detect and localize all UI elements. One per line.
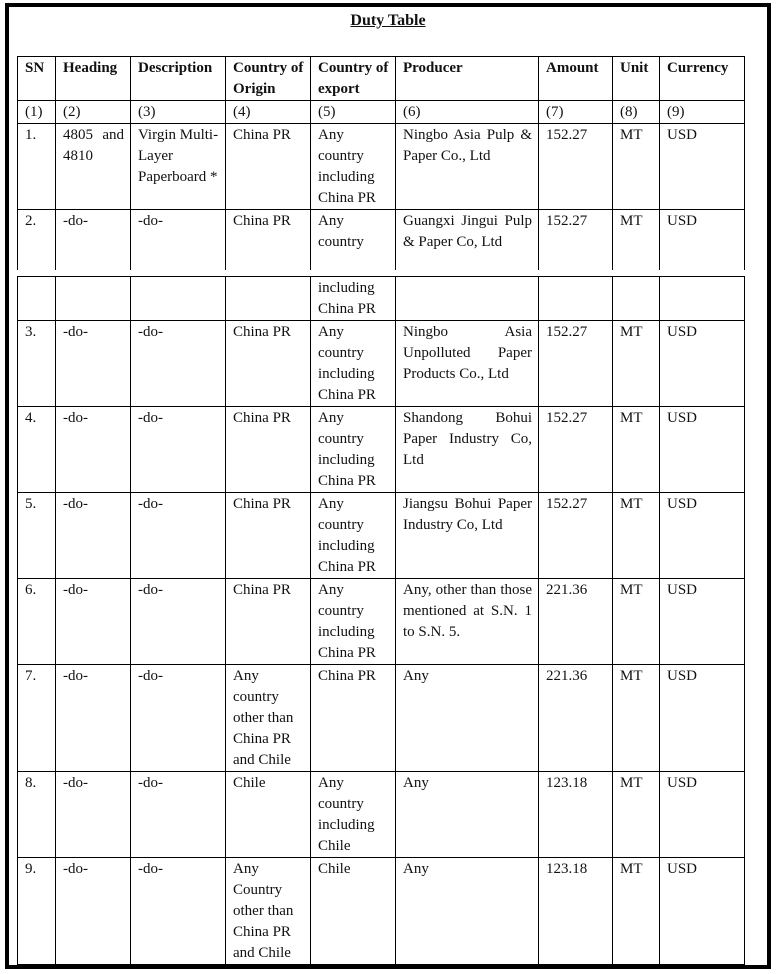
cell-country-of-origin: Any Country other than China PR and Chile [226, 858, 311, 965]
cell-description: -do- [131, 665, 226, 772]
cell-country-of-origin: Chile [226, 772, 311, 858]
cell-country-of-origin: China PR [226, 124, 311, 210]
column-number-row [18, 101, 745, 124]
cell-description: (3) [131, 101, 226, 124]
cell-description: -do- [131, 407, 226, 493]
header-country-of-export: Country of export [311, 57, 396, 101]
cell-country-of-export: Chile [311, 858, 396, 965]
header-heading: Heading [56, 57, 131, 101]
cell-description [131, 277, 226, 321]
cell-unit: MT [613, 579, 660, 665]
header-row [18, 57, 745, 101]
header-unit: Unit [613, 57, 660, 101]
cell-sn: 9. [18, 858, 56, 965]
cell-producer: Guangxi Jingui Pulp & Paper Co, Ltd [396, 210, 539, 270]
cell-country-of-origin: (4) [226, 101, 311, 124]
cell-sn: (1) [18, 101, 56, 124]
cell-unit: MT [613, 321, 660, 407]
cell-currency: USD [660, 493, 745, 579]
cell-amount: (7) [539, 101, 613, 124]
cell-currency: USD [660, 407, 745, 493]
cell-producer: (6) [396, 101, 539, 124]
duty-table [17, 56, 745, 270]
cell-currency: USD [660, 579, 745, 665]
cell-producer: Shandong Bohui Paper Industry Co, Ltd [396, 407, 539, 493]
cell-description: -do- [131, 210, 226, 270]
cell-country-of-export: Any country including China PR [311, 124, 396, 210]
cell-sn: 7. [18, 665, 56, 772]
cell-amount [539, 277, 613, 321]
cell-sn: 1. [18, 124, 56, 210]
cell-unit: MT [613, 210, 660, 270]
cell-country-of-origin: China PR [226, 493, 311, 579]
table-row [18, 493, 745, 579]
cell-description: -do- [131, 321, 226, 407]
cell-heading [56, 277, 131, 321]
cell-unit: MT [613, 858, 660, 965]
cell-heading: -do- [56, 210, 131, 270]
cell-producer: Ningbo Asia Unpolluted Paper Products Co., Ltd [396, 321, 539, 407]
cell-producer: Any [396, 665, 539, 772]
cell-currency: USD [660, 124, 745, 210]
cell-country-of-export: China PR [311, 665, 396, 772]
cell-currency: USD [660, 858, 745, 965]
cell-country-of-origin: China PR [226, 579, 311, 665]
cell-amount: 152.27 [539, 407, 613, 493]
table-row [18, 772, 745, 858]
header-amount: Amount [539, 57, 613, 101]
table-row [18, 858, 745, 965]
cell-amount: 152.27 [539, 210, 613, 270]
cell-producer: Any [396, 858, 539, 965]
cell-heading: -do- [56, 321, 131, 407]
cell-sn: 3. [18, 321, 56, 407]
cell-country-of-export: Any country including China PR [311, 493, 396, 579]
cell-producer: Any, other than those mentioned at S.N. 1 to S.N. 5. [396, 579, 539, 665]
cell-amount: 221.36 [539, 665, 613, 772]
cell-sn: 8. [18, 772, 56, 858]
cell-description: -do- [131, 493, 226, 579]
cell-amount: 152.27 [539, 493, 613, 579]
cell-producer: Jiangsu Bohui Paper Industry Co, Ltd [396, 493, 539, 579]
header-producer: Producer [396, 57, 539, 101]
cell-unit: MT [613, 407, 660, 493]
cell-country-of-export: Any country [311, 210, 396, 270]
cell-unit: MT [613, 772, 660, 858]
table-row [18, 277, 745, 321]
cell-amount: 123.18 [539, 858, 613, 965]
cell-description: -do- [131, 579, 226, 665]
cell-description: Virgin Multi-Layer Paperboard * [131, 124, 226, 210]
cell-sn: 6. [18, 579, 56, 665]
table-row [18, 124, 745, 210]
header-country-of-origin: Country of Origin [226, 57, 311, 101]
table-row [18, 407, 745, 493]
cell-country-of-origin: China PR [226, 210, 311, 270]
cell-country-of-export: including China PR [311, 277, 396, 321]
cell-producer: Any [396, 772, 539, 858]
cell-currency [660, 277, 745, 321]
cell-producer [396, 277, 539, 321]
table-row [18, 665, 745, 772]
cell-sn [18, 277, 56, 321]
cell-country-of-export: (5) [311, 101, 396, 124]
header-description: Description [131, 57, 226, 101]
cell-heading: -do- [56, 665, 131, 772]
cell-country-of-origin: Any country other than China PR and Chile [226, 665, 311, 772]
cell-country-of-origin: China PR [226, 407, 311, 493]
cell-currency: USD [660, 210, 745, 270]
cell-country-of-export: Any country including China PR [311, 407, 396, 493]
table-row [18, 210, 745, 270]
cell-heading: 4805 and 4810 [56, 124, 131, 210]
cell-unit: MT [613, 665, 660, 772]
cell-heading: -do- [56, 579, 131, 665]
table-row [18, 579, 745, 665]
cell-heading: -do- [56, 493, 131, 579]
cell-country-of-export: Any country including Chile [311, 772, 396, 858]
cell-currency: USD [660, 665, 745, 772]
cell-description: -do- [131, 858, 226, 965]
cell-country-of-origin: China PR [226, 321, 311, 407]
cell-amount: 221.36 [539, 579, 613, 665]
cell-heading: -do- [56, 858, 131, 965]
cell-sn: 5. [18, 493, 56, 579]
cell-amount: 123.18 [539, 772, 613, 858]
cell-heading: -do- [56, 772, 131, 858]
cell-sn: 4. [18, 407, 56, 493]
header-sn: SN [18, 57, 56, 101]
cell-amount: 152.27 [539, 124, 613, 210]
cell-heading: -do- [56, 407, 131, 493]
cell-sn: 2. [18, 210, 56, 270]
cell-unit: MT [613, 493, 660, 579]
page-title: Duty Table [350, 12, 426, 29]
cell-country-of-export: Any country including China PR [311, 579, 396, 665]
cell-heading: (2) [56, 101, 131, 124]
cell-country-of-export: Any country including China PR [311, 321, 396, 407]
cell-amount: 152.27 [539, 321, 613, 407]
duty-table-continued [17, 276, 745, 965]
cell-producer: Ningbo Asia Pulp & Paper Co., Ltd [396, 124, 539, 210]
cell-unit [613, 277, 660, 321]
cell-country-of-origin [226, 277, 311, 321]
cell-unit: MT [613, 124, 660, 210]
cell-description: -do- [131, 772, 226, 858]
cell-currency: USD [660, 321, 745, 407]
cell-currency: USD [660, 772, 745, 858]
table-row [18, 321, 745, 407]
cell-unit: (8) [613, 101, 660, 124]
header-currency: Currency [660, 57, 745, 101]
cell-currency: (9) [660, 101, 745, 124]
